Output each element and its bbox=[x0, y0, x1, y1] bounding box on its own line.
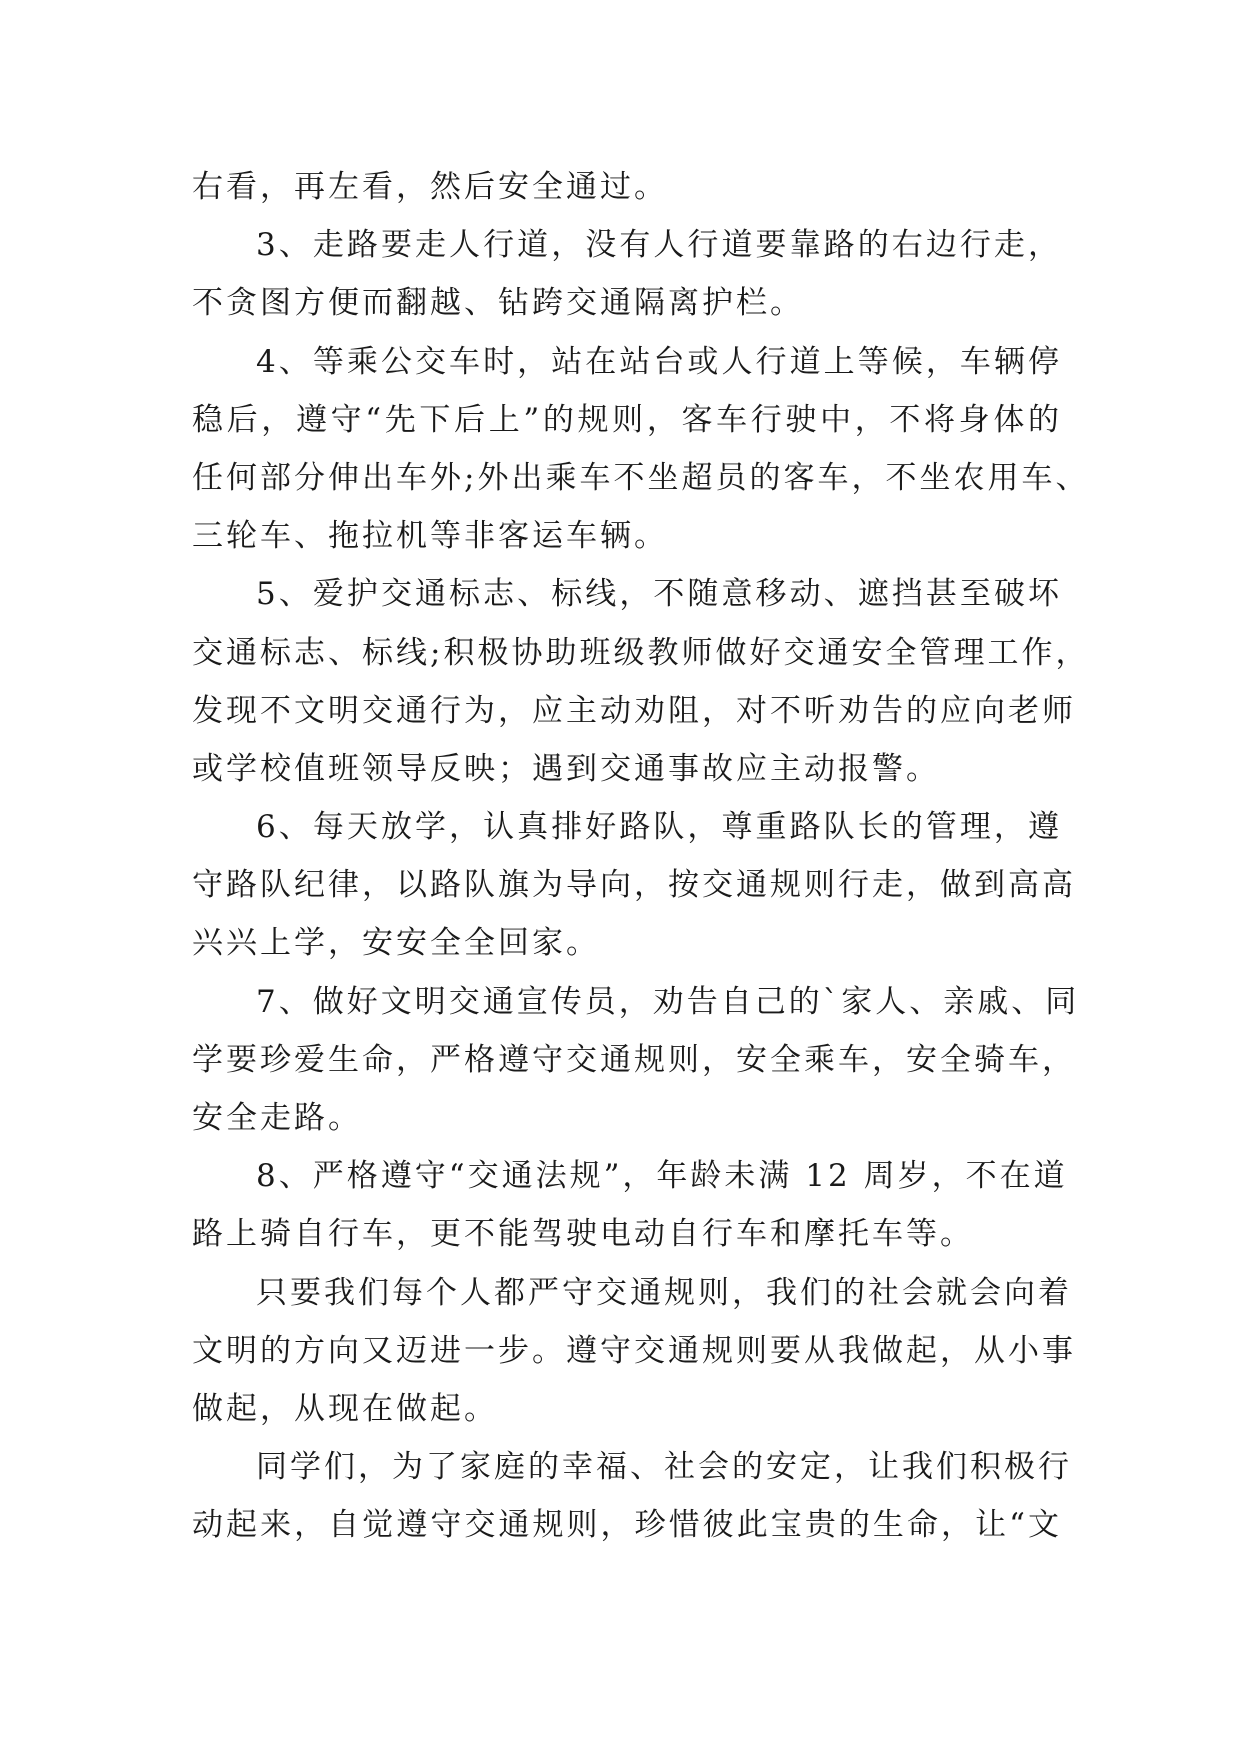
document-body-text bbox=[192, 158, 1090, 1555]
text-line: 路上骑自行车，更不能驾驶电动自行车和摩托车等。 bbox=[192, 1216, 974, 1253]
text-line: 或学校值班领导反映；遇到交通事故应主动报警。 bbox=[192, 750, 940, 787]
text-line: 稳后，遵守“先下后上”的规则，客车行驶中，不将身体的 bbox=[192, 401, 1062, 438]
text-line: 8、严格遵守“交通法规”，年龄未满 12 周岁，不在道 bbox=[256, 1158, 1068, 1195]
text-line: 3、走路要走人行道，没有人行道要靠路的右边行走， bbox=[256, 227, 1062, 264]
text-line: 6、每天放学，认真排好路队，尊重路队长的管理，遵 bbox=[256, 809, 1062, 846]
text-line: 做起，从现在做起。 bbox=[192, 1390, 498, 1427]
text-line: 文明的方向又迈进一步。遵守交通规则要从我做起，从小事 bbox=[192, 1332, 1076, 1369]
text-line: 发现不文明交通行为，应主动劝阻，对不听劝告的应向老师 bbox=[192, 692, 1076, 729]
text-line: 动起来，自觉遵守交通规则，珍惜彼此宝贵的生命，让“文 bbox=[192, 1507, 1062, 1544]
text-line: 同学们，为了家庭的幸福、社会的安定，让我们积极行 bbox=[256, 1449, 1072, 1486]
text-line: 5、爱护交通标志、标线，不随意移动、遮挡甚至破坏 bbox=[256, 576, 1062, 613]
text-line: 安全走路。 bbox=[192, 1100, 362, 1136]
text-line: 不贪图方便而翻越、钻跨交通隔离护栏。 bbox=[192, 285, 804, 322]
text-line: 守路队纪律，以路队旗为导向，按交通规则行走，做到高高 bbox=[192, 867, 1076, 904]
text-line: 只要我们每个人都严守交通规则，我们的社会就会向着 bbox=[256, 1274, 1072, 1311]
text-line: 4、等乘公交车时，站在站台或人行道上等候，车辆停 bbox=[256, 343, 1062, 380]
text-line: 右看，再左看，然后安全通过。 bbox=[192, 169, 668, 205]
text-line: 三轮车、拖拉机等非客运车辆。 bbox=[192, 518, 668, 555]
text-line: 任何部分伸出车外;外出乘车不坐超员的客车，不坐农用车、 bbox=[192, 459, 1090, 496]
text-line: 学要珍爱生命，严格遵守交通规则，安全乘车，安全骑车， bbox=[192, 1041, 1076, 1078]
text-line: 交通标志、标线;积极协助班级教师做好交通安全管理工作， bbox=[192, 634, 1090, 671]
text-line: 兴兴上学，安安全全回家。 bbox=[192, 925, 600, 962]
text-line: 7、做好文明交通宣传员，劝告自己的`家人、亲戚、同 bbox=[256, 983, 1080, 1020]
